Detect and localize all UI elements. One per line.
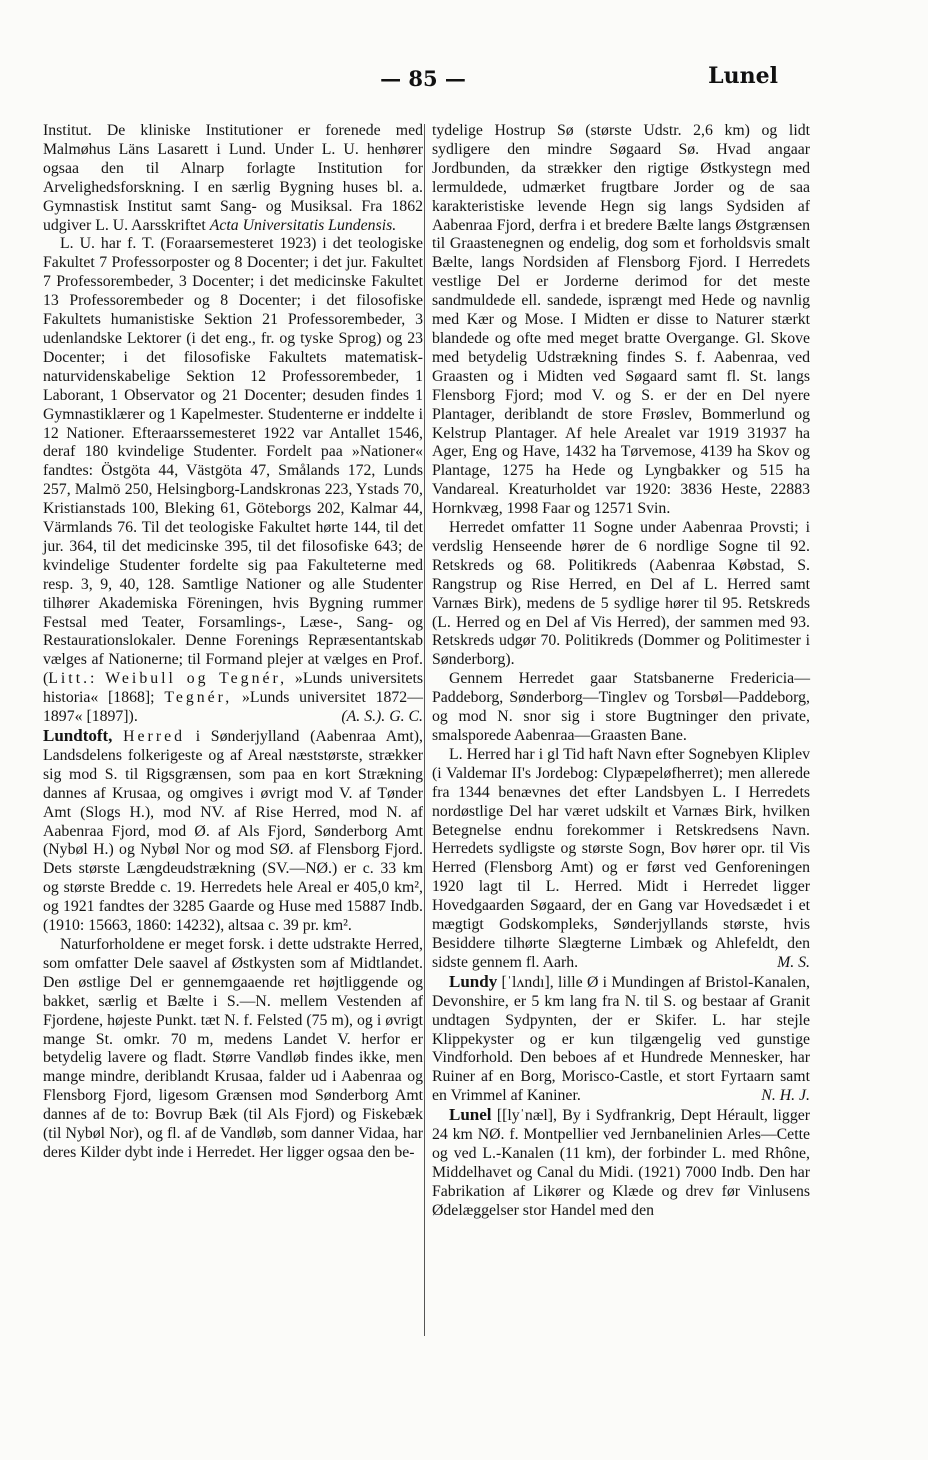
paragraph: L. U. har f. T. (Foraarsemesteret 1923) i det teologiske Fakultet 7 Professorposter og 8 Docenter; i det jur. Fakultet 7 Professorembeder, 3 Docenter; i det medicinske Fakultet 13 Professorembeder og 8 Docenter; i det filosofiske Fakultets humanistiske Sektion 21 Professorembeder, 3 udenlandske Lektorer (i det eng., fr. og tyske Sprog) og 23 Docenter; i det filosofiske Fakultets matematisk-naturvidenskabelige Sektion 12 Professorembeder, 1 Laborant, 1 Observator og 21 Docenter; desuden findes 1 Gymnastiklærer og 1 Kapelmester. Studenterne er inddelte i 12 Nationer. Efteraarssemesteret 1922 var Antallet 1546, deraf 180 kvindelige Studenter. Fordelt paa »Nationer« fandtes: Östgöta 44, Västgöta 47, Smålands 172, Lunds 257, Malmö 250, Helsingborg-Landskronas 223, Ystads 70, Kristianstads 100, Bleking 61, Göteborgs 202, Kalmar 44, Värmlands 76. Til det teologiske Fakultet hørte 144, til det jur. 364, til det medicinske 395, til det filosofiske 643; de kvindelige Studenter fordelte sig paa Fakulteterne med resp. 3, 9, 40, 128. Samtlige Nationer og alle Studenter tilhører Akademiska Föreningen, hvis Bygning rummer Festsal med Teater, Forsamlings-, Læse-, Sang- og Restaurationslokaler. Denne Forenings Repræsentantskab vælges af Nationerne; til Formand plejer at vælges en Prof. (Litt.: Weibull og Tegnér, »Lunds universitets historia« [1868]; Tegnér, »Lunds universitet 1872—1897« [1897]). (A. S.). G. C. xyxy=(43,235,424,726)
right-column xyxy=(432,122,810,1221)
paragraph: Institut. De kliniske Institutioner er forenede med Malmøhus Läns Lasarett i Lund. Under L. U. henhører ogsaa den til Alnarp forlagte Institution for Arvelighedsforskning. I en særlig Bygning huses bl. a. Gymnastisk Institut samt Sang- og Musiksal. Fra 1862 udgiver L. U. Aarsskriftet Acta Universitatis Lundensis. xyxy=(43,122,423,234)
running-head: Lunel xyxy=(708,63,778,89)
paragraph: Herredet omfatter 11 Sogne under Aabenraa Provsti; i verdslig Henseende hører de 6 nordlige Sogne til 92. Retskreds og 68. Politikreds (Aabenraa Købstad, S. Rangstrup og Rise Herred, en Del af L. Herred samt Varnæs Birk), medens de 5 sydlige hører til 95. Retskreds (L. Herred og en Del af Vis Herred), der sammen med 93. Retskreds udgør 70. Politikreds (Dommer og Politimester i Sønderborg). xyxy=(432,519,810,669)
entry-lunel: Lunel [[lyˈnæl], By i Sydfrankrig, Dept Hérault, ligger 24 km NØ. f. Montpellier ved Jernbanelinien Arles—Cette og ved L.-Kanalen (11 km), der forbinder L. med Rhône, Middelhavet og Canal du Midi. (1921) 7000 Indb. Den har Fabrikation af Likører og Klæde og drev før Vinlusens Ødelæggelser stor Handel med den xyxy=(432,1105,810,1219)
signature: N. H. J. xyxy=(761,1087,810,1105)
lemma-heading: Lundtoft, xyxy=(43,726,113,745)
paragraph: L. Herred har i gl Tid haft Navn efter Sognebyen Kliplev (i Valdemar II's Jordebog: Clypæpeløfherret); men allerede fra 1344 benævnes det efter Landsbyen L. I Herredets nordøstlige Del har været udskilt et Varnæs Birk, hvilken Betegnelse endnu forekommer i Retskredsens Navn. Herredets sydligste og største Sogn, Bov hører opr. til Vis Herred (Flensborg Amt) og er først ved Genforeningen 1920 lagt til L. Herred. Midt i Herredet ligger Hovedgaarden Søgaard, der en Gang var Hovedsædet i et mægtigt Godskompleks, Sønderjyllands største, hvis Besiddere tilhørte Slægterne Limbæk og Ahlefeldt, den sidste gennem fl. Aarh. M. S. xyxy=(432,745,810,971)
entry-lundtoft: Lundtoft, Herred i Sønderjylland (Aabenraa Amt), Landsdelens folkerigeste og af Areal næststørste, strækker sig mod S. til Rigsgrænsen, som paa en kort Strækning dannes af Krusaa, og omgives i øvrigt mod V. af Tønder Amt (Slogs H.), mod NV. af Rise Herred, mod N. af Aabenraa Fjord, mod Ø. af Als Fjord, Sønderborg Amt (Nybøl H.) og Nybøl Nor og mod SØ. af Flensborg Fjord. Dets største Længdeudstrækning (SV.—NØ.) er c. 33 km og største Bredde c. 19. Herredets hele Areal er 405,0 km², og 1921 fandtes der 3285 Gaarde og Huse med 15887 Indb. (1910: 15663, 1860: 14232), altsaa c. 39 pr. km². xyxy=(43,726,423,935)
paragraph: Gennem Herredet gaar Statsbanerne Fredericia—Paddeborg, Sønderborg—Tinglev og Torsbøl—Paddeborg, og mod N. snor sig i store Bugtninger den private, smalsporede Aabenraa—Graasten Bane. xyxy=(432,670,810,744)
paragraph: tydelige Hostrup Sø (største Udstr. 2,6 km) og lidt sydligere den mindre Søgaard Sø. Hvad angaar Jordbunden, da strækker den rigtige Østkystegn med lermuldede, udmærket frugtbare Jorder og de saa karakteristiske levende Hegn sig langs Sydsiden af Aabenraa Fjord, derfra i et bredere Bælte langs Østgrænsen til Graastenegnen og endelig, dog som et forholdsvis smalt Bælte, langs Nordsiden af Flensborg Fjord. I Herredets vestlige Del er Jorderne derimod for det meste sandmuldede ell. sandede, isprængt med Hede og navnlig med Kær og Mose. I Midten er disse to Naturer stærkt blandede og ofte med meget bratte Overgange. Gl. Skove med betydelig Udstrækning findes S. f. Aabenraa, ved Graasten og i Midten ved Søgaard samt fl. St. langs Flensborg Fjord; mod V. og S. er der en Del nyere Plantager, deriblandt de store Frøslev, Bommerlund og Kelstrup Plantager. Af hele Arealet var 1919 31937 ha Ager, Eng og Have, 1432 ha Tørvemose, 4139 ha Skov og Plantage, 1275 ha Hede og Lyngbakker og 515 ha Vandareal. Kreaturholdet var 1920: 3836 Heste, 22883 Hornkvæg, 1998 Faar og 12571 Svin. xyxy=(432,122,810,518)
lemma-heading: Lunel xyxy=(449,1105,492,1125)
signature: (A. S.). G. C. xyxy=(341,708,423,726)
lemma-heading: Lundy xyxy=(449,971,498,991)
title-italic: Acta Universitatis Lundensis. xyxy=(209,216,397,234)
page-number: — 85 — xyxy=(380,66,466,91)
paragraph: Naturforholdene er meget forsk. i dette udstrakte Herred, som omfatter Dele saavel af Østkysten som af Midtlandet. Den østlige Del er gennemgaaende ret højtliggende og bakket, særlig et Bælte i S.—N. mellem Vestenden af Fjordene, højeste Punkt. tæt N. f. Felsted (75 m), og i øvrigt mange St. omkr. 70 m, medens Landet V. herfor er betydelig lavere og fladt. Større Vandløb findes ikke, men mange mindre, deriblandt Krusaa, falder ud i Aabenraa og Flensborg Fjord, ligesom Grænsen mod Sønderborg Amt dannes af de to: Bovrup Bæk (til Als Fjord) og Fiskebæk (til Nybøl Nor), og fl. af de Vandløb, som danner Vidaa, har deres Kilder dybt inde i Herredet. Her ligger ogsaa den be- xyxy=(43,935,423,1161)
entry-lundy: Lundy [ˈlʌndı], lille Ø i Mundingen af Bristol-Kanalen, Devonshire, er 5 km lang fra N. til S. og bestaar af Granit undtagen Sydpynten, der er Skifer. L. har stejle Klippekyster og er kun tilgængelig ved gunstige Vindforhold. Den beboes af et Hundrede Mennesker, har Ruiner af en Borg, Morisco-Castle, et stort Fyrtaarn samt en Vrimmel af Kaniner. N. H. J. xyxy=(432,971,810,1105)
signature: M. S. xyxy=(777,953,810,971)
left-column xyxy=(43,122,423,1163)
column-divider xyxy=(424,124,425,1336)
